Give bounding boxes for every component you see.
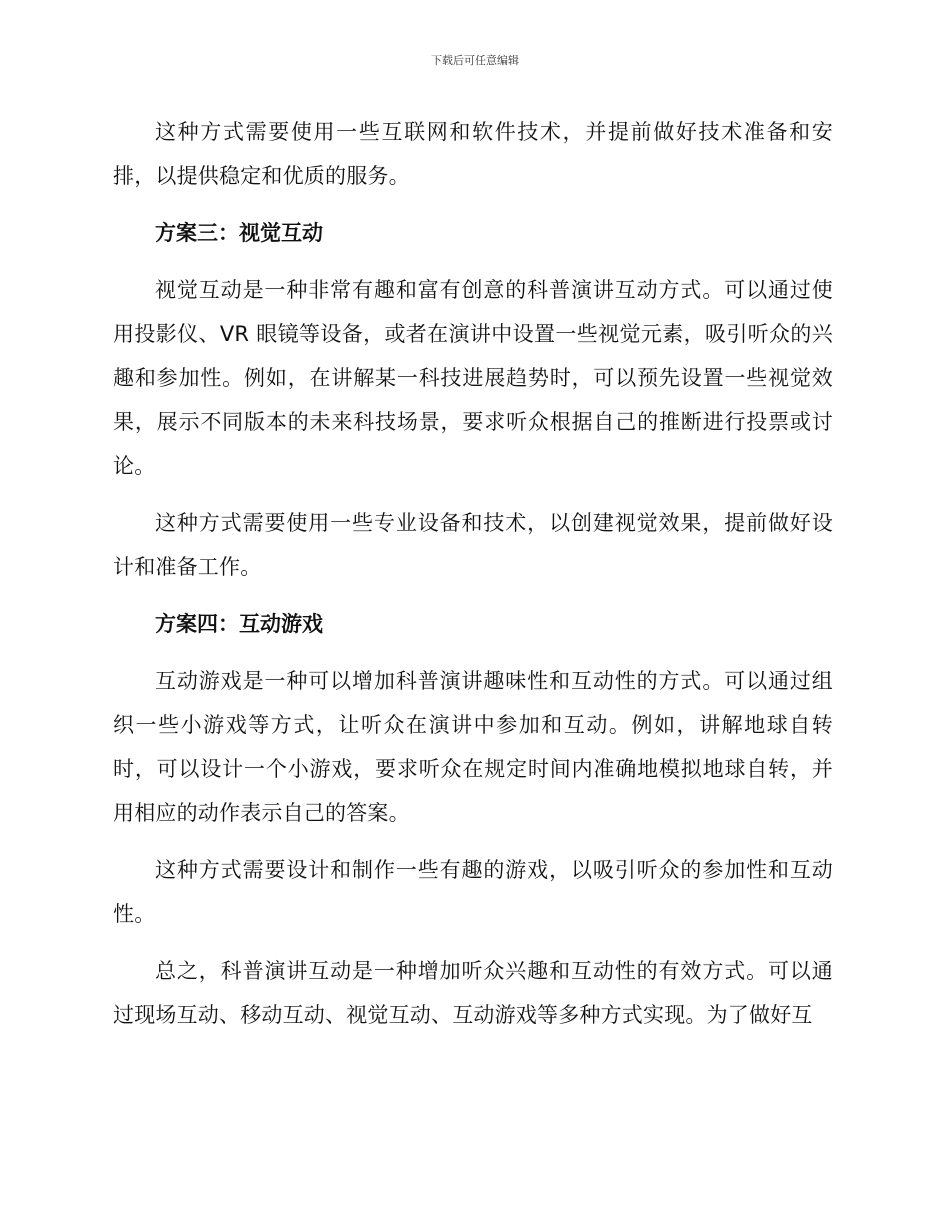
page-header: 下载后可任意编辑	[431, 54, 519, 67]
paragraph-visual-equipment: 这种方式需要使用一些专业设备和技术，以创建视觉效果，提前做好设计和准备工作。	[113, 511, 833, 579]
paragraph-conclusion: 总之，科普演讲互动是一种增加听众兴趣和互动性的有效方式。可以通过现场互动、移动互动、视觉互动、互动游戏等多种方式实现。为了做好互	[113, 959, 833, 1027]
document-body	[113, 110, 833, 1050]
paragraph-tech-preparation: 这种方式需要使用一些互联网和软件技术，并提前做好技术准备和安排，以提供稳定和优质的服务。	[113, 120, 833, 188]
heading-plan-three: 方案三：视觉互动	[155, 221, 323, 245]
paragraph-game-design: 这种方式需要设计和制作一些有趣的游戏，以吸引听众的参加性和互动性。	[113, 858, 833, 926]
heading-plan-four: 方案四：互动游戏	[155, 612, 323, 636]
paragraph-interactive-games: 互动游戏是一种可以增加科普演讲趣味性和互动性的方式。可以通过组织一些小游戏等方式，让听众在演讲中参加和互动。例如，讲解地球自转时，可以设计一个小游戏，要求听众在规定时间内准确地模拟地球自转，并用相应的动作表示自己的答案。	[113, 669, 833, 825]
paragraph-visual-interaction: 视觉互动是一种非常有趣和富有创意的科普演讲互动方式。可以通过使用投影仪、VR 眼镜等设备，或者在演讲中设置一些视觉元素，吸引听众的兴趣和参加性。例如，在讲解某一科技进展趋势时，可以预先设置一些视觉效果，展示不同版本的未来科技场景，要求听众根据自己的推断进行投票或讨论。	[113, 278, 833, 478]
